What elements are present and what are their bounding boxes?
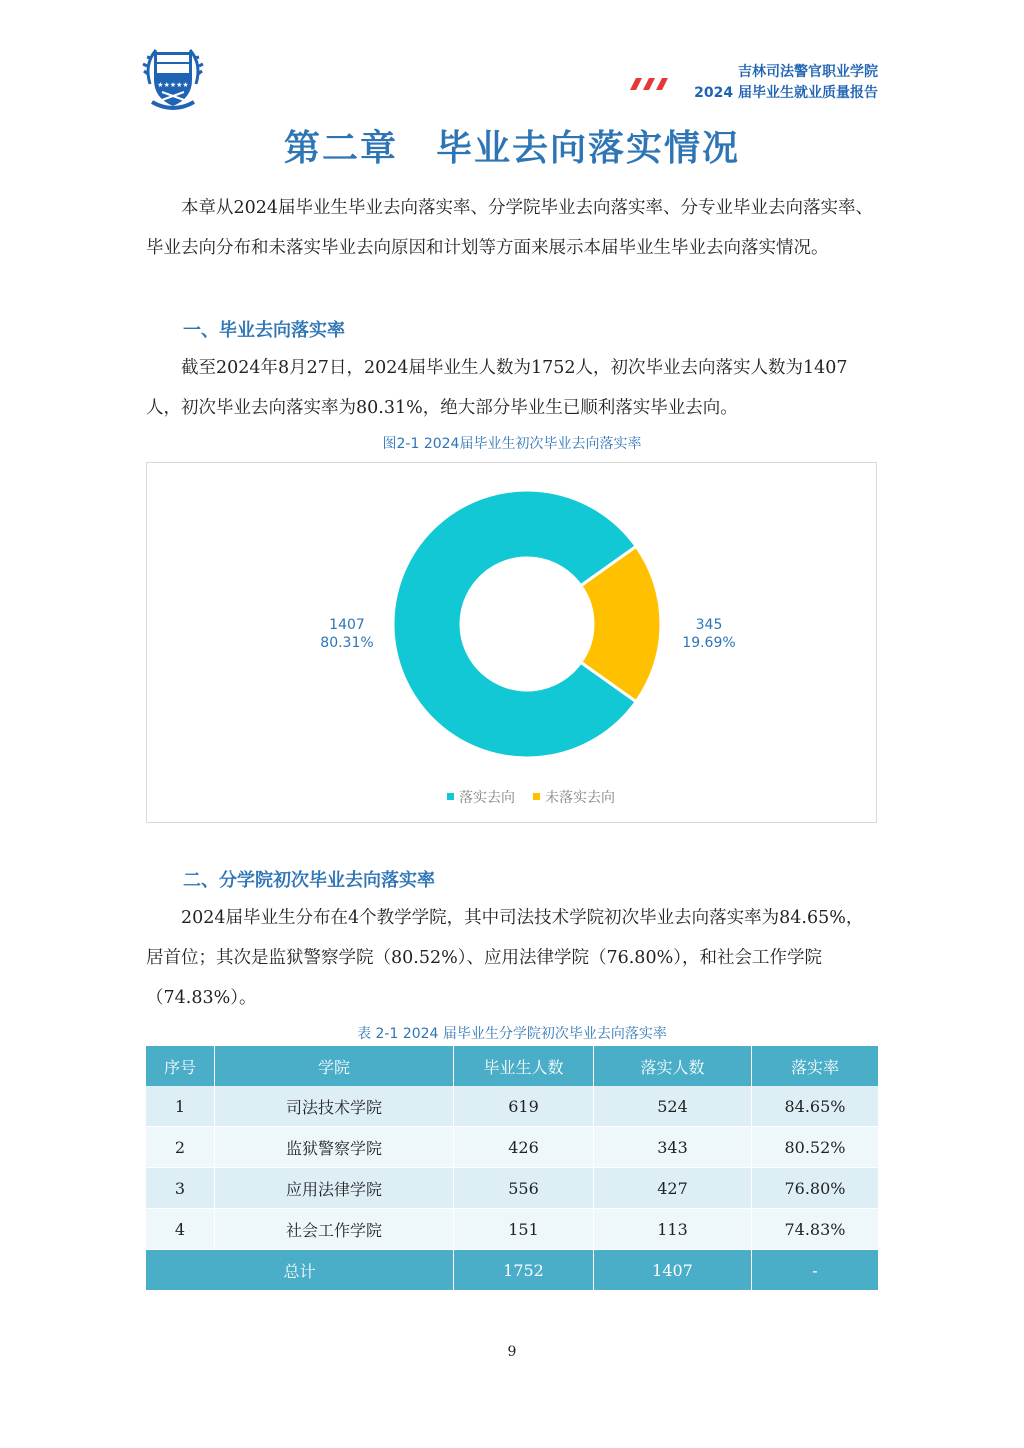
- cell-college: 监狱警察学院: [215, 1127, 454, 1168]
- cell-rate: 84.65%: [752, 1086, 879, 1127]
- table-total-row: [146, 1250, 879, 1291]
- cell-graduates: 619: [454, 1086, 594, 1127]
- cell-total-rate: -: [752, 1250, 879, 1291]
- table-header-row: [146, 1046, 879, 1086]
- cell-graduates: 151: [454, 1209, 594, 1250]
- data-label-percent: 80.31%: [320, 635, 374, 651]
- svg-text:★★★★★: ★★★★★: [157, 81, 189, 89]
- data-label-value: 345: [695, 617, 723, 633]
- legend-label: 未落实去向: [545, 790, 615, 806]
- col-header-rate: 落实率: [752, 1046, 879, 1086]
- data-label-percent: 19.69%: [682, 635, 736, 651]
- table-row: [146, 1209, 879, 1250]
- college-logo: [142, 44, 204, 112]
- cell-rate: 74.83%: [752, 1209, 879, 1250]
- section2-heading: 二、分学院初次毕业去向落实率: [183, 870, 435, 891]
- table-row: [146, 1127, 879, 1168]
- cell-index: 3: [146, 1168, 215, 1209]
- cell-placed: 427: [594, 1168, 752, 1209]
- cell-rate: 76.80%: [752, 1168, 879, 1209]
- cell-total-label: 总计: [146, 1250, 454, 1291]
- cell-index: 2: [146, 1127, 215, 1168]
- cell-total-placed: 1407: [594, 1250, 752, 1291]
- cell-college: 应用法律学院: [215, 1168, 454, 1209]
- section1-paragraph: 截至2024年8月27日，2024届毕业生人数为1752人，初次毕业去向落实人数为1407人，初次毕业去向落实率为80.31%，绝大部分毕业生已顺利落实毕业去向。: [146, 358, 848, 418]
- legend-label: 落实去向: [459, 790, 515, 806]
- table-caption: 表 2-1 2024 届毕业生分学院初次毕业去向落实率: [357, 1026, 667, 1042]
- header-report: 2024 届毕业生就业质量报告: [694, 85, 878, 101]
- cell-placed: 113: [594, 1209, 752, 1250]
- chapter-title: 第二章 毕业去向落实情况: [283, 128, 740, 169]
- section2-paragraph: 2024届毕业生分布在4个教学学院，其中司法技术学院初次毕业去向落实率为84.65%，居首位；其次是监狱警察学院（80.52%）、应用法律学院（76.80%），和社会工作学院（74.83%）。: [146, 908, 864, 1008]
- col-header-placed: 落实人数: [594, 1046, 752, 1086]
- cell-total-graduates: 1752: [454, 1250, 594, 1291]
- legend-swatch: [533, 793, 540, 800]
- college-rate-table: [146, 1046, 879, 1291]
- cell-graduates: 556: [454, 1168, 594, 1209]
- cell-college: 司法技术学院: [215, 1086, 454, 1127]
- section1-heading: 一、毕业去向落实率: [183, 320, 345, 341]
- donut-chart-svg: [147, 463, 878, 824]
- cell-index: 1: [146, 1086, 215, 1127]
- table-row: [146, 1168, 879, 1209]
- figure-caption: 图2-1 2024届毕业生初次毕业去向落实率: [382, 436, 642, 452]
- col-header-index: 序号: [146, 1046, 215, 1086]
- data-label-value: 1407: [329, 617, 365, 633]
- cell-placed: 524: [594, 1086, 752, 1127]
- page-number: 9: [507, 1344, 517, 1360]
- donut-chart: [146, 462, 877, 823]
- header-institution: 吉林司法警官职业学院: [738, 64, 878, 80]
- header-text: [694, 62, 878, 104]
- intro-paragraph: 本章从2024届毕业生毕业去向落实率、分学院毕业去向落实率、分专业毕业去向落实率、毕业去向分布和未落实毕业去向原因和计划等方面来展示本届毕业生毕业去向落实情况。: [146, 198, 874, 258]
- col-header-graduates: 毕业生人数: [454, 1046, 594, 1086]
- cell-graduates: 426: [454, 1127, 594, 1168]
- cell-index: 4: [146, 1209, 215, 1250]
- table-row: [146, 1086, 879, 1127]
- cell-college: 社会工作学院: [215, 1209, 454, 1250]
- cell-placed: 343: [594, 1127, 752, 1168]
- legend-swatch: [447, 793, 454, 800]
- header-stripes-icon: [626, 78, 670, 90]
- cell-rate: 80.52%: [752, 1127, 879, 1168]
- col-header-college: 学院: [215, 1046, 454, 1086]
